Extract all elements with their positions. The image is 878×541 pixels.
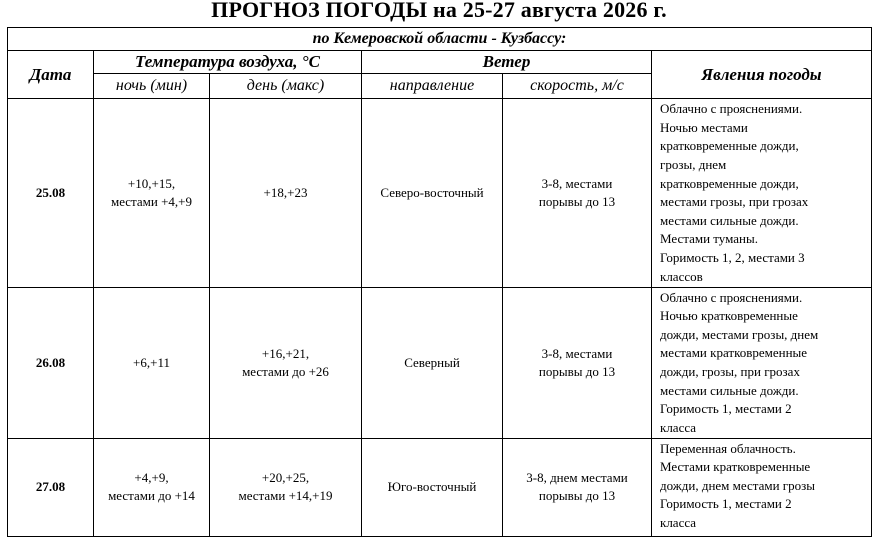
- cell-line: 3-8, местами: [541, 175, 613, 191]
- cell-line: порывы до 13: [538, 488, 616, 504]
- cell-line: +18,+23: [263, 184, 308, 200]
- cell-line: Местами кратковременные: [660, 459, 811, 475]
- cell-line: местами сильные дожди.: [660, 212, 799, 228]
- header-date: Дата: [8, 51, 94, 99]
- row-night-temp: [94, 438, 210, 536]
- header-row-1: [8, 51, 872, 74]
- cell-line: местами кратковременные: [660, 345, 808, 361]
- cell-line: +6,+11: [133, 354, 170, 370]
- cell-line: Ночью местами: [660, 119, 748, 135]
- cell-line: +16,+21,: [261, 345, 310, 361]
- header-day: день (макс): [210, 74, 362, 99]
- cell-line: дожди, местами грозы, днем: [660, 326, 819, 342]
- header-night: ночь (мин): [94, 74, 210, 99]
- row-wind-speed: [503, 438, 652, 536]
- table-row: [8, 438, 872, 536]
- row-day-temp: [210, 438, 362, 536]
- row-night-temp: [94, 99, 210, 287]
- forecast-table: [7, 27, 872, 537]
- row-night-temp: [94, 287, 210, 438]
- cell-line: кратковременные дожди,: [660, 175, 799, 191]
- cell-line: Облачно с прояснениями.: [660, 289, 803, 305]
- row-day-temp: [210, 287, 362, 438]
- cell-line: местами +4,+9: [110, 193, 193, 209]
- cell-line: Облачно с прояснениями.: [660, 101, 803, 117]
- cell-line: +10,+15,: [127, 175, 176, 191]
- row-wind-direction: Юго-восточный: [362, 438, 503, 536]
- header-air-temp: Температура воздуха, °С: [94, 51, 362, 74]
- cell-line: +4,+9,: [134, 470, 169, 486]
- table-row: [8, 99, 872, 287]
- document-title: ПРОГНОЗ ПОГОДЫ на 25-27 августа 2026 г.: [211, 0, 667, 22]
- row-wind-speed: [503, 287, 652, 438]
- header-direction: направление: [362, 74, 503, 99]
- cell-line: +20,+25,: [261, 470, 310, 486]
- row-date: 27.08: [8, 438, 94, 536]
- cell-line: класса: [660, 515, 697, 531]
- header-speed: скорость, м/с: [503, 74, 652, 99]
- cell-line: местами +14,+19: [238, 488, 333, 504]
- row-wind-speed: [503, 99, 652, 287]
- cell-line: дожди, грозы, при грозах: [660, 363, 800, 379]
- row-date: 25.08: [8, 99, 94, 287]
- cell-line: местами до +14: [108, 488, 195, 504]
- cell-line: 3-8, днем местами: [526, 470, 628, 486]
- cell-line: Горимость 1, местами 2: [660, 496, 792, 512]
- row-wind-direction: Северо-восточный: [362, 99, 503, 287]
- cell-line: местами до +26: [242, 363, 329, 379]
- region-label: по Кемеровской области - Кузбассу:: [8, 28, 872, 51]
- cell-line: Местами туманы.: [660, 231, 758, 247]
- row-wind-direction: Северный: [362, 287, 503, 438]
- header-wind: Ветер: [362, 51, 652, 74]
- cell-line: местами грозы, при грозах: [660, 194, 809, 210]
- cell-line: кратковременные дожди,: [660, 138, 799, 154]
- row-day-temp: [210, 99, 362, 287]
- cell-line: класса: [660, 419, 697, 435]
- cell-line: порывы до 13: [538, 193, 616, 209]
- cell-line: Горимость 1, местами 2: [660, 401, 792, 417]
- region-row: [8, 28, 872, 51]
- row-date: 26.08: [8, 287, 94, 438]
- cell-line: классов: [660, 268, 703, 284]
- cell-line: Ночью кратковременные: [660, 308, 798, 324]
- table-row: [8, 287, 872, 438]
- cell-line: местами сильные дожди.: [660, 382, 799, 398]
- cell-line: Переменная облачность.: [660, 440, 796, 456]
- cell-line: дожди, днем местами грозы: [660, 477, 815, 493]
- cell-line: порывы до 13: [538, 363, 616, 379]
- row-phenomena: [652, 438, 872, 536]
- header-phenomena: Явления погоды: [652, 51, 872, 99]
- row-phenomena: [652, 99, 872, 287]
- row-phenomena: [652, 287, 872, 438]
- cell-line: Горимость 1, 2, местами 3: [660, 249, 805, 265]
- cell-line: грозы, днем: [660, 156, 727, 172]
- cell-line: 3-8, местами: [541, 345, 613, 361]
